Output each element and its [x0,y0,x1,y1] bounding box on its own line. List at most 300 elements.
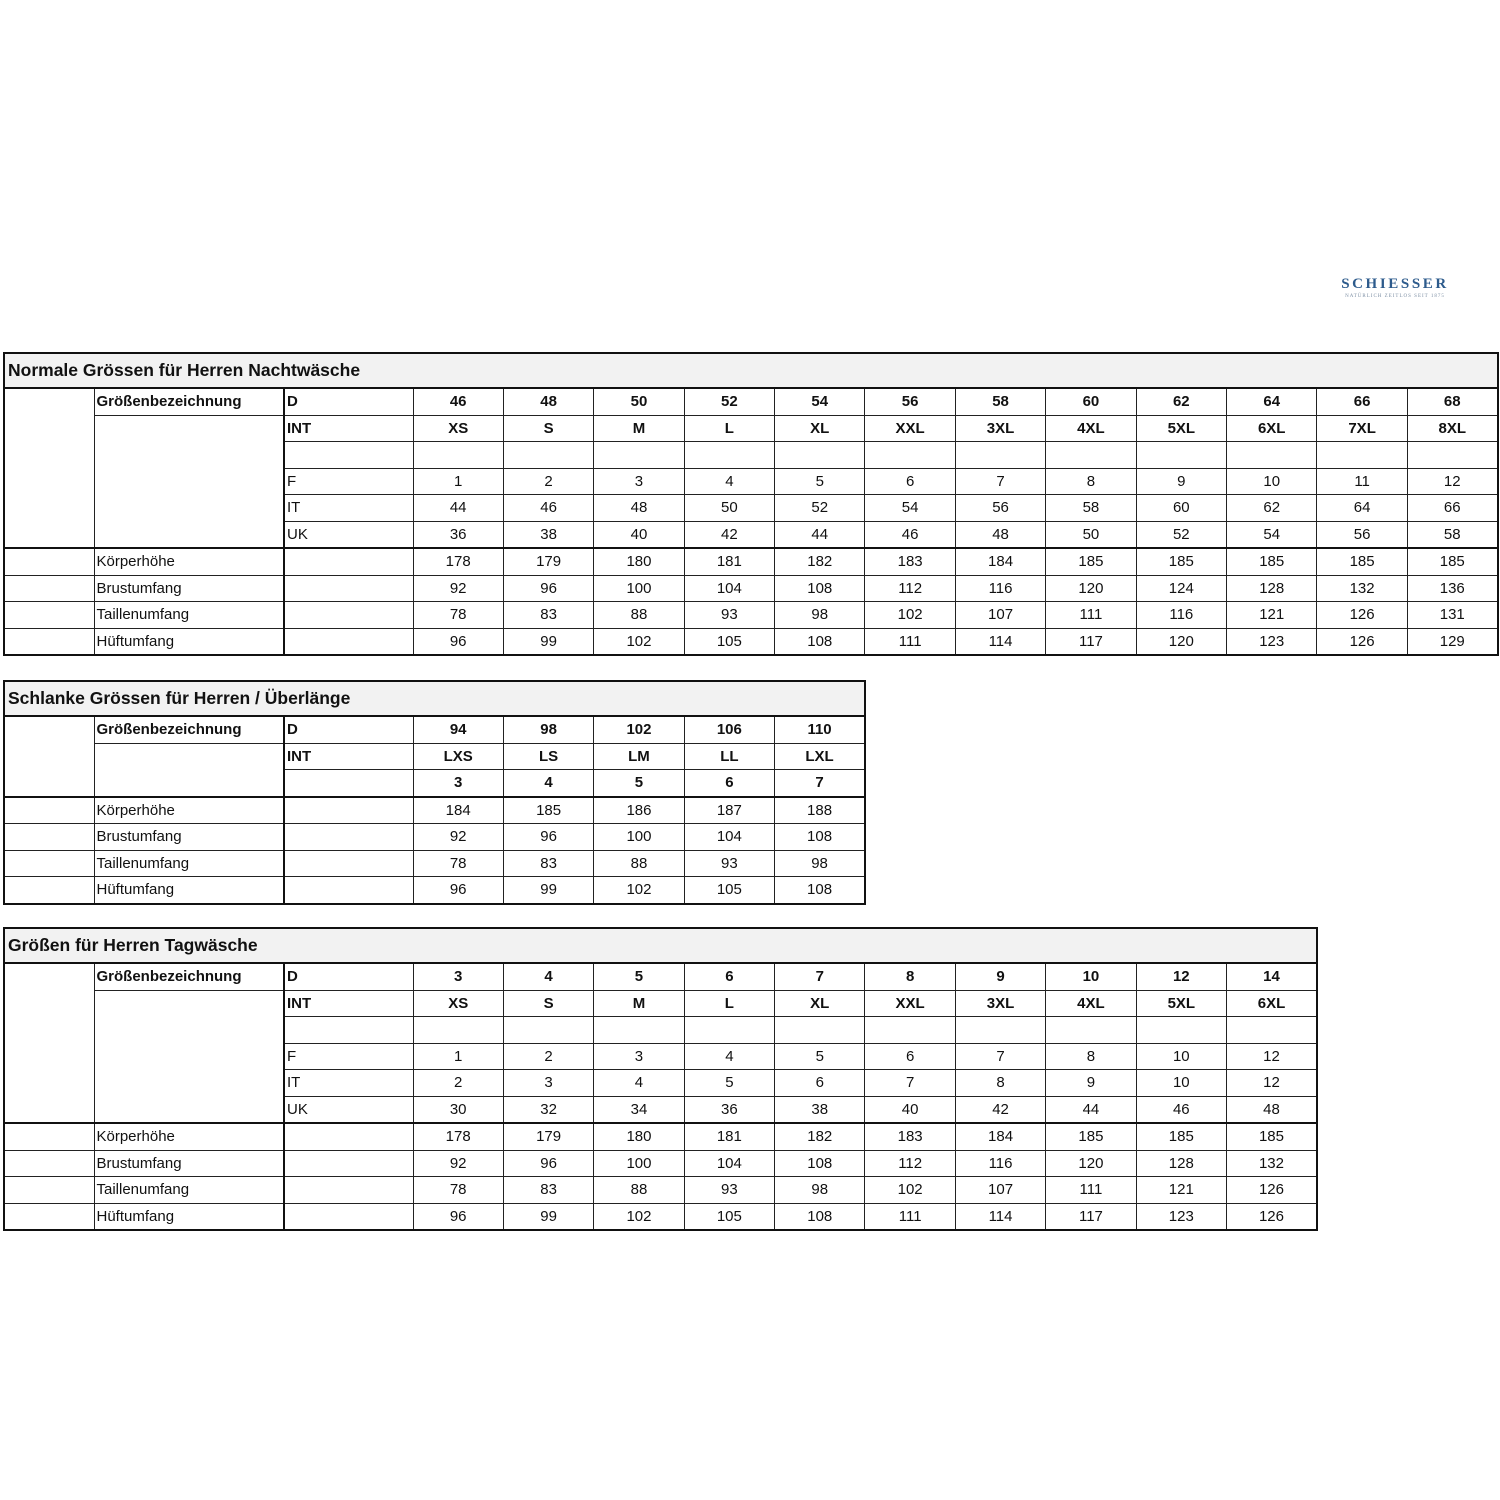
size-system-code: F [284,1043,413,1070]
size-value: 36 [413,521,503,548]
measure-value: 185 [1227,1123,1317,1150]
measure-value: 100 [594,575,684,602]
size-value [503,1017,593,1044]
measure-value: 117 [1046,628,1136,655]
measure-value: 188 [775,797,865,824]
measure-value: 78 [413,602,503,629]
measure-value: 116 [955,1150,1045,1177]
size-value: 5 [684,1070,774,1097]
measure-value: 187 [684,797,774,824]
row-f [4,1043,1317,1070]
blank-cell [4,797,94,824]
measure-value: 120 [1136,628,1226,655]
size-value: XL [775,415,865,442]
blank-cell [284,1123,413,1150]
size-value: 8 [1046,468,1136,495]
measure-value: 120 [1046,1150,1136,1177]
size-value: 98 [503,716,593,743]
size-value: 48 [955,521,1045,548]
size-value [865,442,955,469]
size-system-code: D [284,388,413,415]
blank-cell [4,548,94,575]
size-value: 10 [1046,963,1136,990]
measure-row [4,602,1498,629]
measure-value: 83 [503,602,593,629]
row-numbers [4,770,865,797]
measure-value: 93 [684,1177,774,1204]
size-value: L [684,415,774,442]
size-value: 1 [413,1043,503,1070]
size-value: LL [684,743,774,770]
measure-value: 83 [503,850,593,877]
measure-value: 128 [1136,1150,1226,1177]
size-value: 44 [413,495,503,522]
size-value: 48 [1227,1096,1317,1123]
size-table-schlank-ueberlaenge [3,680,866,905]
blank-cell [4,1203,94,1230]
measure-value: 108 [775,1150,865,1177]
size-value: 8 [1046,1043,1136,1070]
size-value: 14 [1227,963,1317,990]
measure-value: 100 [594,1150,684,1177]
size-value: 56 [1317,521,1407,548]
measure-value: 100 [594,824,684,851]
measure-value: 183 [865,548,955,575]
size-value: 4 [684,468,774,495]
measure-row [4,1203,1317,1230]
measure-value: 102 [594,877,684,904]
measure-value: 126 [1227,1177,1317,1204]
size-value: 2 [413,1070,503,1097]
measure-value: 108 [775,877,865,904]
measure-value: 88 [594,602,684,629]
size-value: 6 [684,770,774,797]
size-value: XL [775,990,865,1017]
measure-row [4,877,865,904]
size-table-nachtwaesche [3,352,1499,656]
title-row [4,353,1498,388]
measure-value: 123 [1136,1203,1226,1230]
size-value: 9 [1046,1070,1136,1097]
blank-cell [4,824,94,851]
brand-tagline: NATÜRLICH ZEITLOS SEIT 1875 [1345,294,1445,299]
blank-cell [4,575,94,602]
table-title: Schlanke Grössen für Herren / Überlänge [4,681,865,716]
row-int [4,990,1317,1017]
size-value: 5XL [1136,415,1226,442]
size-value: 4 [684,1043,774,1070]
size-value: 46 [503,495,593,522]
size-value: 8XL [1407,415,1497,442]
measure-value: 99 [503,628,593,655]
blank-cell [4,628,94,655]
size-value: 46 [1136,1096,1226,1123]
size-value [413,1017,503,1044]
measure-value: 108 [775,628,865,655]
title-row [4,681,865,716]
row-d [4,388,1498,415]
measure-value: 185 [1407,548,1497,575]
row-int [4,415,1498,442]
brand-name: SCHIESSER [1341,276,1449,292]
measure-value: 121 [1227,602,1317,629]
size-value: 48 [503,388,593,415]
size-value: 9 [955,963,1045,990]
size-value: 6 [775,1070,865,1097]
size-value: 12 [1227,1070,1317,1097]
measure-value: 131 [1407,602,1497,629]
blank-cell [4,495,94,522]
measure-name: Körperhöhe [94,1123,284,1150]
measure-name: Taillenumfang [94,1177,284,1204]
size-value: 5 [775,1043,865,1070]
size-value: 52 [1136,521,1226,548]
measure-value: 111 [865,1203,955,1230]
size-value: 5 [775,468,865,495]
size-system-code [284,770,413,797]
measure-name: Brustumfang [94,1150,284,1177]
size-system-code: INT [284,990,413,1017]
size-value: 38 [503,521,593,548]
blank-cell [284,575,413,602]
measure-name: Körperhöhe [94,548,284,575]
size-value: 94 [413,716,503,743]
size-value: 44 [775,521,865,548]
measure-value: 112 [865,575,955,602]
size-value [684,1017,774,1044]
measure-value: 93 [684,850,774,877]
measure-value: 116 [955,575,1045,602]
size-value: 3XL [955,415,1045,442]
measure-value: 102 [594,628,684,655]
measure-row [4,797,865,824]
size-value: 40 [594,521,684,548]
size-value [1136,442,1226,469]
size-system-code: UK [284,521,413,548]
measure-value: 126 [1317,628,1407,655]
size-value: 3XL [955,990,1045,1017]
measure-row [4,1177,1317,1204]
size-value [955,442,1045,469]
size-system-code: D [284,716,413,743]
size-value: 46 [413,388,503,415]
size-value: 56 [955,495,1045,522]
size-value [775,1017,865,1044]
row-empty [4,1017,1317,1044]
size-value: 30 [413,1096,503,1123]
measure-value: 121 [1136,1177,1226,1204]
measure-name: Hüftumfang [94,877,284,904]
size-value: 3 [413,963,503,990]
row-d [4,716,865,743]
size-value: 46 [865,521,955,548]
measure-row [4,628,1498,655]
measure-value: 186 [594,797,684,824]
size-system-code: UK [284,1096,413,1123]
measure-value: 180 [594,548,684,575]
measure-value: 104 [684,575,774,602]
size-value: 52 [684,388,774,415]
size-system-code: INT [284,415,413,442]
size-value: 3 [503,1070,593,1097]
size-value: 50 [684,495,774,522]
brand-logo [1300,276,1490,299]
measure-value: 178 [413,548,503,575]
size-value: 7XL [1317,415,1407,442]
measure-value: 178 [413,1123,503,1150]
blank-cell [4,1017,94,1044]
measure-value: 180 [594,1123,684,1150]
size-value: 68 [1407,388,1497,415]
size-value [1227,442,1317,469]
blank-cell [4,1123,94,1150]
measure-value: 116 [1136,602,1226,629]
measure-value: 108 [775,824,865,851]
size-value [684,442,774,469]
blank-cell [284,1150,413,1177]
size-value [1136,1017,1226,1044]
measure-name: Körperhöhe [94,797,284,824]
blank-cell [94,770,284,797]
size-value: 44 [1046,1096,1136,1123]
blank-cell [94,468,284,495]
size-system-code [284,442,413,469]
size-value: 12 [1227,1043,1317,1070]
size-value: M [594,415,684,442]
measure-value: 107 [955,1177,1045,1204]
measure-value: 120 [1046,575,1136,602]
size-value: LXS [413,743,503,770]
size-value: 58 [1046,495,1136,522]
size-value: 7 [775,770,865,797]
measure-value: 83 [503,1177,593,1204]
size-value: 10 [1136,1043,1226,1070]
size-value: 5 [594,770,684,797]
measure-row [4,548,1498,575]
measure-value: 114 [955,628,1045,655]
size-value: 42 [684,521,774,548]
measure-value: 129 [1407,628,1497,655]
blank-cell [4,990,94,1017]
row-it [4,1070,1317,1097]
blank-cell [94,1070,284,1097]
size-value: 54 [865,495,955,522]
size-value [1227,1017,1317,1044]
measure-value: 93 [684,602,774,629]
blank-cell [4,1043,94,1070]
size-value: S [503,990,593,1017]
measure-row [4,824,865,851]
blank-cell [4,1150,94,1177]
table-title: Größen für Herren Tagwäsche [4,928,1317,963]
blank-cell [284,877,413,904]
blank-cell [4,468,94,495]
measure-value: 107 [955,602,1045,629]
measure-value: 99 [503,877,593,904]
measure-value: 132 [1227,1150,1317,1177]
size-value: 62 [1227,495,1317,522]
blank-cell [94,1017,284,1044]
size-value: 8 [865,963,955,990]
size-value [1046,1017,1136,1044]
measure-value: 181 [684,548,774,575]
blank-cell [94,442,284,469]
row-empty [4,442,1498,469]
title-row [4,928,1317,963]
size-value: 7 [955,468,1045,495]
blank-cell [4,770,94,797]
size-value: 60 [1136,495,1226,522]
size-value: 60 [1046,388,1136,415]
size-value: 58 [1407,521,1497,548]
size-value: 10 [1136,1070,1226,1097]
size-value: 64 [1227,388,1317,415]
size-value: 42 [955,1096,1045,1123]
size-value: 7 [865,1070,955,1097]
measure-value: 98 [775,850,865,877]
measure-value: 132 [1317,575,1407,602]
blank-cell [4,850,94,877]
measure-value: 104 [684,824,774,851]
measure-name: Taillenumfang [94,850,284,877]
size-value [594,442,684,469]
size-value: 2 [503,468,593,495]
size-value: 4 [503,963,593,990]
size-value: 50 [1046,521,1136,548]
measure-value: 102 [865,602,955,629]
blank-cell [4,1177,94,1204]
size-value: 5 [594,963,684,990]
size-value: 54 [1227,521,1317,548]
measure-value: 96 [413,877,503,904]
size-value [1317,442,1407,469]
size-value: 58 [955,388,1045,415]
size-value: 2 [503,1043,593,1070]
size-value: XXL [865,990,955,1017]
measure-value: 92 [413,824,503,851]
measure-name: Hüftumfang [94,628,284,655]
measure-value: 99 [503,1203,593,1230]
size-value: 38 [775,1096,865,1123]
measure-value: 179 [503,1123,593,1150]
blank-cell [94,743,284,770]
size-value: 3 [594,1043,684,1070]
size-value: 48 [594,495,684,522]
blank-cell [4,602,94,629]
measure-name: Taillenumfang [94,602,284,629]
size-value: XS [413,415,503,442]
blank-cell [284,797,413,824]
measure-value: 181 [684,1123,774,1150]
measure-value: 88 [594,1177,684,1204]
measure-value: 108 [775,1203,865,1230]
size-value: XXL [865,415,955,442]
row-f [4,468,1498,495]
measure-value: 126 [1317,602,1407,629]
blank-cell [4,716,94,743]
measure-value: 88 [594,850,684,877]
blank-cell [284,602,413,629]
row-uk [4,1096,1317,1123]
size-value: LM [594,743,684,770]
measure-value: 185 [1227,548,1317,575]
measure-value: 185 [1136,1123,1226,1150]
row-it [4,495,1498,522]
size-value: 5XL [1136,990,1226,1017]
measure-value: 96 [413,1203,503,1230]
measure-value: 183 [865,1123,955,1150]
size-system-code: IT [284,495,413,522]
size-system-code [284,1017,413,1044]
measure-value: 105 [684,1203,774,1230]
measure-value: 184 [955,548,1045,575]
measure-value: 128 [1227,575,1317,602]
size-value: 7 [775,963,865,990]
size-value [503,442,593,469]
blank-cell [94,990,284,1017]
size-value: LXL [775,743,865,770]
size-system-code: INT [284,743,413,770]
size-value [775,442,865,469]
measure-name: Brustumfang [94,575,284,602]
size-value: 1 [413,468,503,495]
size-value [1407,442,1497,469]
measure-value: 96 [413,628,503,655]
blank-cell [284,548,413,575]
size-value: 4XL [1046,415,1136,442]
measure-value: 105 [684,628,774,655]
measure-value: 92 [413,1150,503,1177]
size-system-code: D [284,963,413,990]
measure-value: 185 [503,797,593,824]
size-value: 6 [684,963,774,990]
size-value [955,1017,1045,1044]
blank-cell [94,495,284,522]
table-title: Normale Grössen für Herren Nachtwäsche [4,353,1498,388]
measure-value: 98 [775,602,865,629]
measure-value: 102 [594,1203,684,1230]
size-value: 11 [1317,468,1407,495]
size-value: M [594,990,684,1017]
blank-cell [284,1177,413,1204]
measure-name: Hüftumfang [94,1203,284,1230]
measure-value: 111 [865,628,955,655]
size-value: 52 [775,495,865,522]
measure-row [4,1123,1317,1150]
measure-value: 104 [684,1150,774,1177]
size-value: 66 [1317,388,1407,415]
measure-value: 124 [1136,575,1226,602]
size-value: 50 [594,388,684,415]
size-value: 40 [865,1096,955,1123]
size-label: Größenbezeichnung [94,388,284,415]
size-value: 34 [594,1096,684,1123]
size-value: 12 [1407,468,1497,495]
measure-value: 111 [1046,602,1136,629]
size-value [594,1017,684,1044]
size-value: 32 [503,1096,593,1123]
blank-cell [4,415,94,442]
measure-value: 182 [775,1123,865,1150]
blank-cell [94,415,284,442]
measure-row [4,1150,1317,1177]
measure-value: 136 [1407,575,1497,602]
size-value: 4 [503,770,593,797]
measure-value: 185 [1317,548,1407,575]
size-system-code: F [284,468,413,495]
size-value: 102 [594,716,684,743]
measure-value: 182 [775,548,865,575]
